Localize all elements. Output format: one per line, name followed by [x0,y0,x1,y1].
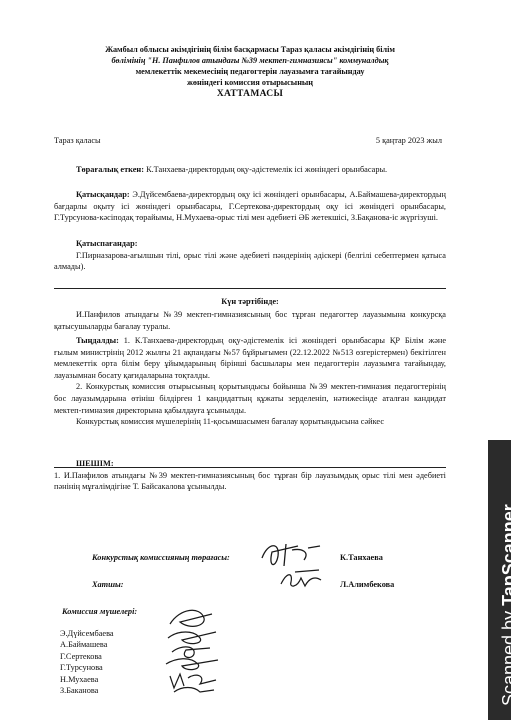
members-signatures-image [160,600,230,698]
member-6: З.Баканова [60,686,99,696]
agenda-text: И.Панфилов атындағы №39 мектеп-гимназиясының бос тұрған педагогтер лауазымына конкурсқа қатысушыларды бағалау туралы. [54,310,446,331]
scanner-watermark: Scanned by TapScanner [499,504,519,706]
secretary-label: Хатшы: [92,580,124,589]
agenda-paragraph [54,309,446,332]
members-list [60,628,114,696]
header-line-4: жөніндегі комиссия отырысының [186,78,314,87]
header-line-3: мемлекеттік мекемесінің педагогтерін лауазымға тағайындау [135,67,365,76]
decision-section [54,458,446,493]
member-3: Г.Сертекова [60,651,102,661]
place-date-row [54,136,442,145]
document-header [50,44,450,100]
secretary-signature-image [275,566,335,592]
header-line-1: Жамбыл облысы әкімдігінің білім басқармасы Тараз қаласы әкімдігінің білім [105,45,395,54]
chair-name: К.Танхаева [340,553,383,562]
member-1: Э.Дүйсембаева [60,629,114,638]
separator-1 [54,288,446,289]
participants-label: Қатысқандар: [76,190,130,199]
listened-item-2: 2. Конкурстық комиссия отырысының қорытындысы бойынша №39 мектеп-гимназия педагогтерінің бос лауазымдарына өтініш білдірген 1 кандидаттың құжаты зерделеніп, нәтижесінде аталған кандидат мектеп-гимназия директорына қабылдауға ұсынылды. [54,382,446,415]
place: Тараз қаласы [54,136,101,145]
document-title: ХАТТАМАСЫ [216,89,284,99]
listened-section [54,335,446,428]
chair-paragraph [54,164,446,176]
agenda-heading: Күн тәртібінде: [221,297,279,306]
member-4: Г.Турсунова [60,663,103,673]
participants-text: Э.Дүйсембаева-директордың оқу ісі жөніндегі орынбасары, А.Баймашева-директордың бағдарлы оқыту ісі жөніндегі орынбасары, Г.Сертекова-директордың оқу ісі жөніндегі орынбасары, Г.Турсунова-кәсіподақ төрайымы, Н.Мухаева-орыс тілі мен әдебиеті ӘБ жетекшісі, З.Бақанова-іс жүргізуші. [54,190,446,223]
decision-text: 1. И.Панфилов атындағы №39 мектеп-гимназиясының бос тұрған бір лауазымдық орыс тілі мен әдебиеті пәнінің мұғалімдігіне Т. Байсакалова ұсынылды. [54,470,446,492]
listened-label: Тыңдалды: [76,336,119,345]
date: 5 қаңтар 2023 жыл [375,136,442,145]
member-2: А.Баймашева [60,640,108,650]
absent-paragraph [54,238,446,273]
absent-text: Г.Пирназарова-ағылшын тілі, орыс тілі және әдебиеті пәндерінің әдіскері (белгілі себептермен қатыса алмады). [54,250,446,272]
participants-paragraph [54,189,446,224]
header-line-2: бөлімінің "Н. Панфилов атындағы №39 мектеп-гимназиясы" коммуналдық [111,56,389,65]
listened-item-1: 1. К.Танхаева-директордың оқу-әдістемелік ісі жөніндегі орынбасары ҚР Білім және ғылым министрінің 2012 жылғы 21 ақпандағы №57 бұйрығымен (22.12.2022 №513 өзгерістермен) бекітілген мемлекеттік орта білім беру ұйымдарының бірінші басшылары мен педагогтерін лауазымға тағайындау, лауазымнан босату қағидаларына тоқталды. [54,336,447,380]
member-5: Н.Мухаева [60,674,99,684]
members-label: Комиссия мүшелері: [62,607,138,616]
chair-signature-label: Конкурстық комиссияның төрағасы: [92,553,230,562]
secretary-name: Л.Алимбекова [340,580,395,589]
chair-text: К.Танхаева-директордың оқу-әдістемелік ісі жөніндегі орынбасары. [146,165,388,174]
absent-label: Қатыспағандар: [76,239,138,248]
decision-heading: ШЕШІМ: [76,459,114,468]
chair-label: Төрағалық еткен: [76,165,144,174]
listened-item-3: Конкурстық комиссия мүшелерінің 11-қосымшасымен бағалау қорытындысына сәйкес [76,417,385,427]
